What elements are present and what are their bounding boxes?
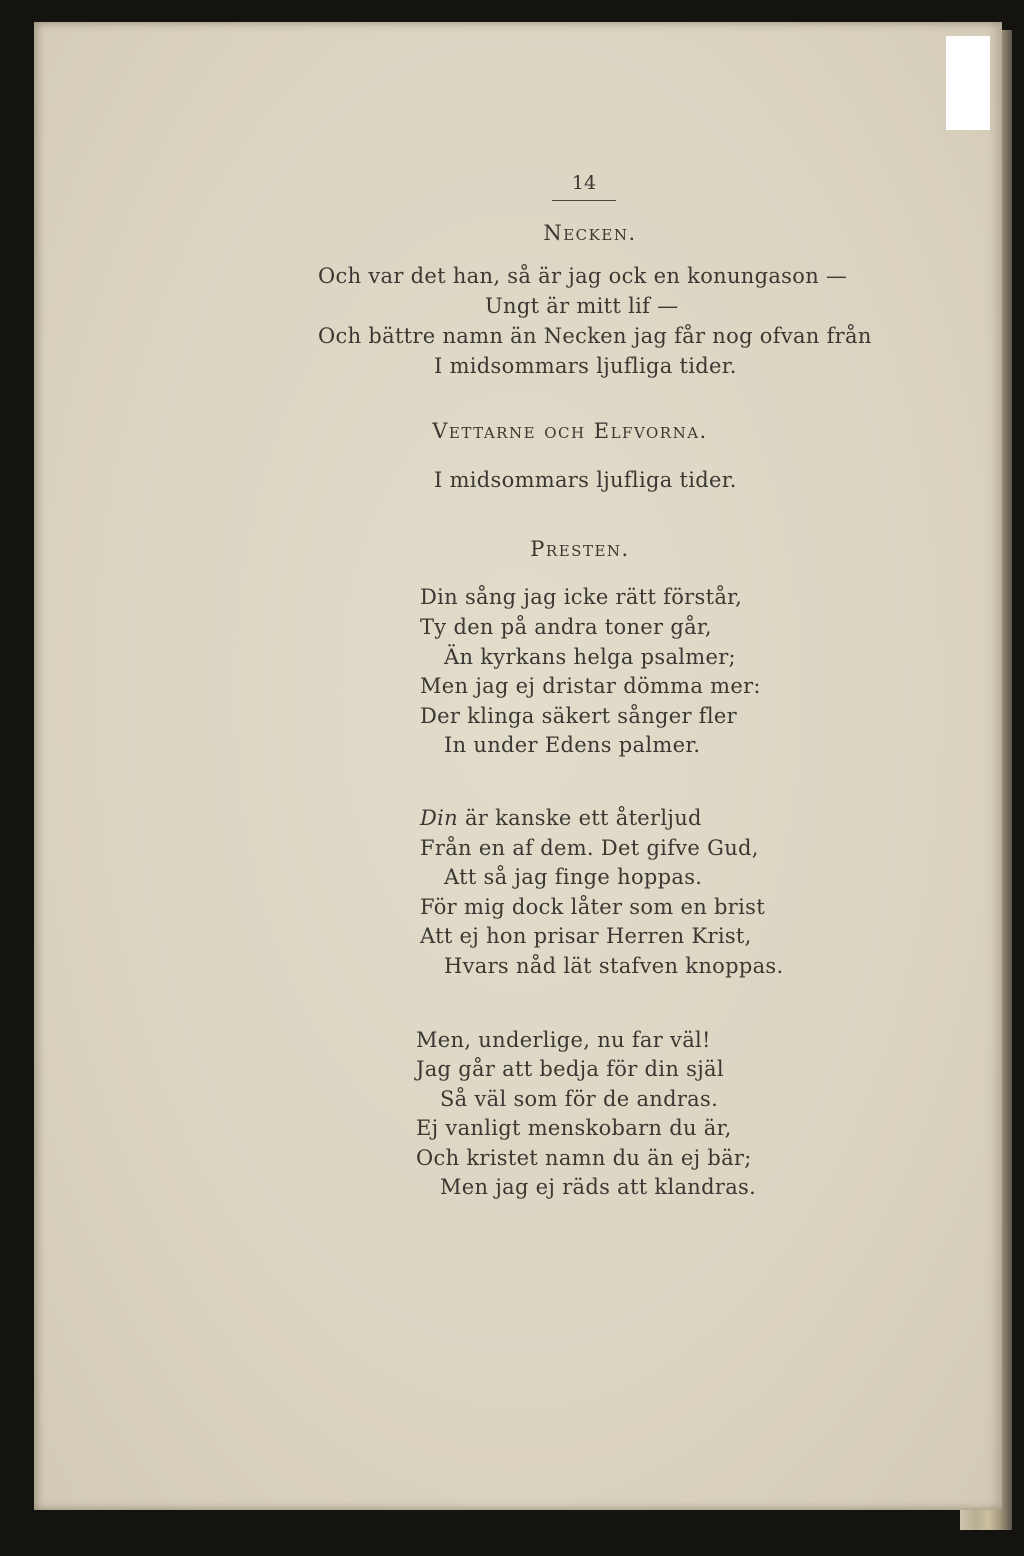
page-number-rule	[552, 200, 616, 201]
verse-line: Ungt är mitt lif —	[485, 294, 679, 318]
verse-line: Jag går att bedja för din själ	[416, 1057, 724, 1081]
verse-line: Och kristet namn du än ej bär;	[416, 1146, 752, 1170]
verse-line: In under Edens palmer.	[444, 733, 701, 757]
verse-line: I midsommars ljufliga tider.	[434, 468, 737, 492]
verse-line: I midsommars ljufliga tider.	[434, 354, 737, 378]
verse-line: Hvars nåd lät stafven knoppas.	[444, 954, 784, 978]
verse-line: Ej vanligt menskobarn du är,	[416, 1116, 732, 1140]
page-number: 14	[571, 172, 597, 194]
speaker-presten: Presten.	[530, 537, 630, 561]
verse-line: Så väl som för de andras.	[440, 1087, 719, 1111]
verse-line-rest: är kanske ett återljud	[457, 806, 702, 830]
verse-line: Men jag ej räds att klandras.	[440, 1175, 757, 1199]
italic-word: Din	[420, 806, 458, 830]
verse-line: Din sång jag icke rätt förstår,	[420, 585, 743, 609]
verse-line: Men jag ej dristar dömma mer:	[420, 674, 761, 698]
verse-line: Att så jag finge hoppas.	[444, 865, 703, 889]
verse-line: Der klinga säkert sånger fler	[420, 704, 737, 728]
verse-line: Från en af dem. Det gifve Gud,	[420, 836, 759, 860]
verse-line: Ty den på andra toner går,	[420, 615, 712, 639]
verse-line: Men, underlige, nu far väl!	[416, 1028, 711, 1052]
verse-line: Och bättre namn än Necken jag får nog ofvan från	[318, 324, 872, 348]
verse-line: För mig dock låter som en brist	[420, 895, 765, 919]
verse-line: Och var det han, så är jag ock en konungason —	[318, 264, 848, 288]
verse-line: Än kyrkans helga psalmer;	[444, 645, 736, 669]
speaker-vettarne-och-elfvorna: Vettarne och Elfvorna.	[432, 419, 708, 443]
verse-line: Att ej hon prisar Herren Krist,	[420, 924, 752, 948]
verse-line	[420, 804, 702, 834]
speaker-necken: Necken.	[543, 221, 637, 245]
white-tab-marker	[946, 36, 990, 130]
